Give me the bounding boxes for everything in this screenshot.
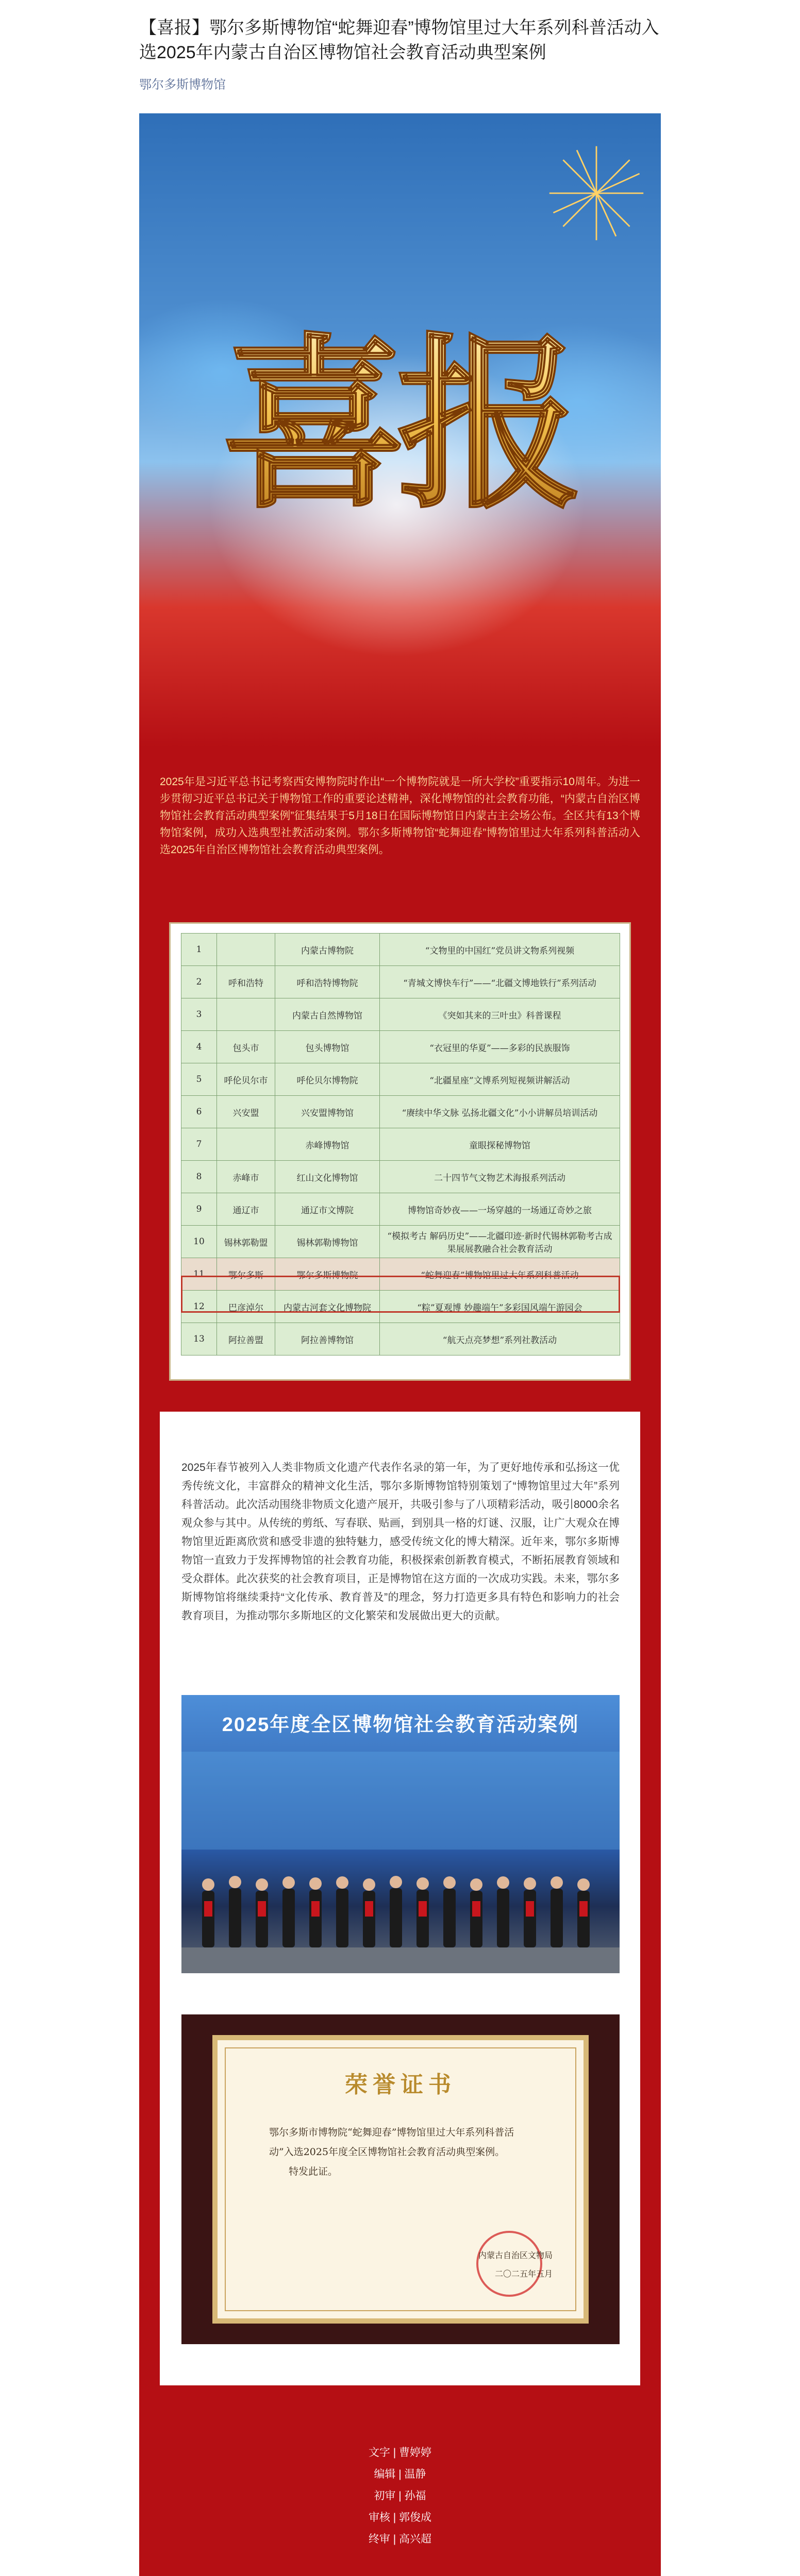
cell-museum: 阿拉善博物馆	[275, 1323, 380, 1355]
cell-city	[217, 1128, 275, 1161]
certificate-date: 二〇二五年五月	[494, 2269, 553, 2279]
cell-city: 阿拉善盟	[217, 1323, 275, 1355]
cell-museum: 内蒙古自然博物馆	[275, 998, 380, 1031]
cell-num: 12	[181, 1291, 217, 1323]
hero-headline	[170, 201, 624, 572]
table-row	[181, 1161, 620, 1193]
cell-city: 鄂尔多斯	[217, 1258, 275, 1291]
cell-num: 9	[181, 1193, 217, 1226]
article-poster	[139, 113, 661, 2576]
certificate-body	[269, 2123, 527, 2181]
cell-city: 兴安盟	[217, 1096, 275, 1128]
cell-num: 8	[181, 1161, 217, 1193]
cell-city	[217, 998, 275, 1031]
cell-num: 1	[181, 934, 217, 966]
cell-activity: “青城文博快车行”——“北疆文博地铁行”系列活动	[380, 966, 620, 998]
table-row	[181, 1063, 620, 1096]
cell-city: 包头市	[217, 1031, 275, 1063]
cell-city: 巴彦淖尔	[217, 1291, 275, 1323]
cell-museum: 内蒙古博物院	[275, 934, 380, 966]
cell-activity: “粽”夏观博 妙趣端午”多彩国风端午游园会	[380, 1291, 620, 1323]
cell-num: 2	[181, 966, 217, 998]
cell-activity: 《突如其来的三叶虫》科普课程	[380, 998, 620, 1031]
hero-banner	[139, 113, 661, 747]
cell-museum: 包头博物馆	[275, 1031, 380, 1063]
cell-activity: “蛇舞迎春”博物馆里过大年系列科普活动	[380, 1258, 620, 1291]
cell-num: 7	[181, 1128, 217, 1161]
table-row	[181, 1128, 620, 1161]
certificate-sign	[478, 2246, 553, 2283]
cell-activity: “航天点亮梦想”系列社教活动	[380, 1323, 620, 1355]
table-row	[181, 1031, 620, 1063]
account-link[interactable]: 鄂尔多斯博物馆	[139, 78, 226, 92]
cell-activity: “模拟考古 解码历史”——北疆印迹·新时代锡林郭勒考古成果展展教融合社会教育活动	[380, 1226, 620, 1258]
credit-line: 初审 | 孙福	[374, 2490, 426, 2502]
certificate-photo	[181, 2014, 620, 2344]
table-row	[181, 934, 620, 966]
cell-num: 4	[181, 1031, 217, 1063]
cell-activity: “衣冠里的华夏”——多彩的民族服饰	[380, 1031, 620, 1063]
credit-line: 审核 | 郭俊成	[368, 2512, 432, 2523]
certificate-closing: 特发此证。	[289, 2166, 338, 2177]
credit-line: 终审 | 高兴超	[368, 2533, 432, 2545]
cell-museum: 呼伦贝尔博物院	[275, 1063, 380, 1096]
cell-num: 6	[181, 1096, 217, 1128]
selected-cases-table	[169, 922, 631, 1381]
cell-num: 5	[181, 1063, 217, 1096]
table-row	[181, 1291, 620, 1323]
cell-museum: 赤峰博物馆	[275, 1128, 380, 1161]
certificate-issuer: 内蒙古自治区文物局	[478, 2250, 553, 2260]
cell-city: 赤峰市	[217, 1161, 275, 1193]
case-list	[181, 933, 620, 1355]
hero-headline-text: 喜报	[222, 315, 572, 533]
cell-activity: 二十四节气文物艺术海报系列活动	[380, 1161, 620, 1193]
table-row	[181, 998, 620, 1031]
certificate-text: 鄂尔多斯市博物院“蛇舞迎春”博物馆里过大年系列科普活动”入选2025年度全区博物馆社会教育活动典型案例。	[269, 2127, 514, 2158]
cell-activity: 博物馆奇妙夜——一场穿越的一场通辽奇妙之旅	[380, 1193, 620, 1226]
certificate-title: 荣誉证书	[345, 2072, 456, 2098]
cell-museum: 红山文化博物馆	[275, 1161, 380, 1193]
cell-activity: “赓续中华文脉 弘扬北疆文化”小小讲解员培训活动	[380, 1096, 620, 1128]
cell-city	[217, 934, 275, 966]
cell-museum: 呼和浩特博物院	[275, 966, 380, 998]
credit-line: 文字 | 曹婷婷	[368, 2447, 432, 2459]
table-row	[181, 1323, 620, 1355]
table-row	[181, 1226, 620, 1258]
cell-city: 锡林郭勒盟	[217, 1226, 275, 1258]
ceremony-figures	[181, 1695, 620, 1973]
cell-num: 10	[181, 1226, 217, 1258]
table-row	[181, 1193, 620, 1226]
table-row	[181, 1258, 620, 1291]
cell-num: 3	[181, 998, 217, 1031]
cell-museum: 锡林郭勒博物馆	[275, 1226, 380, 1258]
ceremony-banner-text: 2025年度全区博物馆社会教育活动案例	[222, 1714, 579, 1736]
intro-paragraph: 2025年是习近平总书记考察西安博物院时作出“一个博物院就是一所大学校”重要指示10周年。为进一步贯彻习近平总书记关于博物馆工作的重要论述精神，深化博物馆的社会教育功能，“内蒙古自治区博物馆社会教育活动典型案例”征集结果于5月18日在国际博物馆日内蒙古主会场公布。全区共有13个博物馆案例，成功入选典型社教活动案例。鄂尔多斯博物馆“蛇舞迎春”博物馆里过大年系列科普活动入选2025年自治区博物馆社会教育活动典型案例。	[160, 776, 640, 856]
cell-num: 11	[181, 1258, 217, 1291]
cell-activity: 童眼探秘博物馆	[380, 1128, 620, 1161]
table-row	[181, 966, 620, 998]
content-card	[160, 1412, 640, 2385]
article-title: 【喜报】鄂尔多斯博物馆“蛇舞迎春”博物馆里过大年系列科普活动入选2025年内蒙古自治区博物馆社会教育活动典型案例	[139, 18, 659, 62]
cell-museum: 鄂尔多斯博物院	[275, 1258, 380, 1291]
cell-activity: “北疆星座”文博系列短视频讲解活动	[380, 1063, 620, 1096]
table-row	[181, 1096, 620, 1128]
cell-activity: “文物里的中国红”党员讲文物系列视频	[380, 934, 620, 966]
honor-certificate	[212, 2035, 589, 2324]
award-ceremony-photo	[181, 1695, 620, 1973]
cell-city: 呼伦贝尔市	[217, 1063, 275, 1096]
credits-block	[139, 2442, 661, 2550]
credit-line: 编辑 | 温静	[374, 2468, 426, 2480]
body-paragraph: 2025年春节被列入人类非物质文化遗产代表作名录的第一年，为了更好地传承和弘扬这一优秀传统文化，丰富群众的精神文化生活，鄂尔多斯博物馆特别策划了“博物馆里过大年”系列科普活动。此次活动围绕非物质文化遗产展开，共吸引参与了八项精彩活动，吸引8000余名观众参与其中。从传统的剪纸、写春联、贴画，到别具一格的灯谜、汉服，让广大观众在博物馆里近距离欣赏和感受非遗的独特魅力，感受传统文化的博大精深。近年来，鄂尔多斯博物馆一直致力于发挥博物馆的社会教育功能，积极探索创新教育模式，不断拓展教育领域和受众群体。此次获奖的社会教育项目，正是博物馆在这方面的一次成功实践。未来，鄂尔多斯博物馆将继续秉持“文化传承、教育普及”的理念，努力打造更多具有特色和影响力的社会教育项目，为推动鄂尔多斯地区的文化繁荣和发展做出更大的贡献。	[181, 1462, 620, 1622]
cell-city: 通辽市	[217, 1193, 275, 1226]
cell-city: 呼和浩特	[217, 966, 275, 998]
cell-museum: 内蒙古河套文化博物院	[275, 1291, 380, 1323]
cell-museum: 通辽市文博院	[275, 1193, 380, 1226]
cell-museum: 兴安盟博物馆	[275, 1096, 380, 1128]
cell-num: 13	[181, 1323, 217, 1355]
